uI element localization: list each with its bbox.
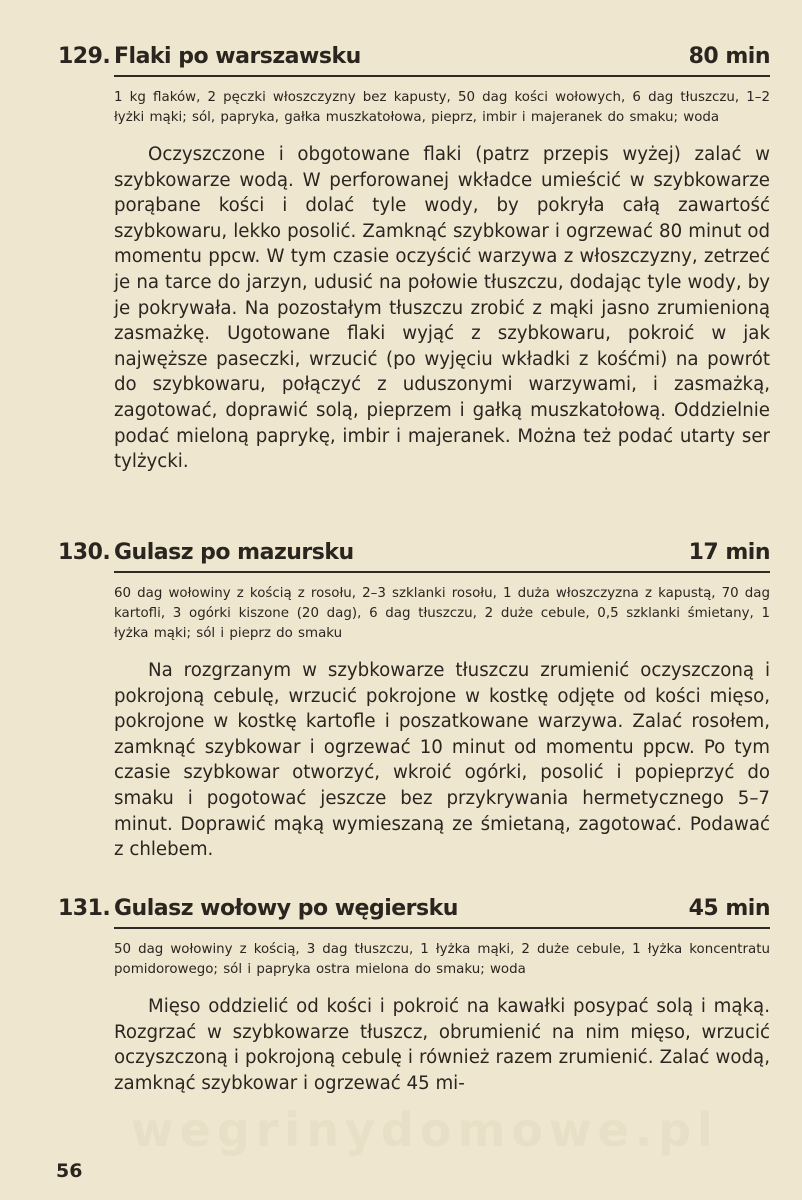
title-underline — [114, 75, 770, 77]
recipe-header — [58, 896, 770, 930]
recipe-instructions: Mięso oddzielić od kości i pokroić na kawałki posypać solą i mąką. Rozgrzać w szybkowarze tłuszcz, obrumienić na nim mięso, wrzucić oczyszczoną i pokrojoną cebulę i również razem zrumienić. Zalać wodą, zamknąć szybkowar i ogrzewać 45 mi- — [114, 996, 770, 1094]
recipe-instructions: Na rozgrzanym w szybkowarze tłuszczu zrumienić oczyszczoną i pokrojoną cebulę, wrzucić pokrojone w kostkę odjęte od kości mięso, pokrojone w kostkę kartofle i poszatkowane warzywa. Zalać rosołem, zamknąć szybkowar i ogrzewać 10 minut od momentu ppcw. Po tym czasie szybkowar otworzyć, wkroić ogórki, posolić i popieprzyć do smaku i pogotować jeszcze bez przykrywania hermetycznego 5–7 minut. Doprawić mąką wymieszaną ze śmietaną, zagotować. Podawać z chlebem. — [114, 660, 770, 861]
cooking-time: 80 min — [688, 44, 770, 69]
ingredients-list: 50 dag wołowiny z kością, 3 dag tłuszczu, 1 łyżka mąki, 2 duże cebule, 1 łyżka koncentratu pomidorowego; sól i papryka ostra mielona do smaku; woda — [114, 942, 770, 977]
page-number: 56 — [56, 1160, 83, 1182]
cooking-time: 17 min — [688, 540, 770, 565]
recipe-131 — [58, 896, 770, 1096]
ingredients-list: 60 dag wołowiny z kością z rosołu, 2–3 szklanki rosołu, 1 duża włoszczyzna z kapustą, 70 dag kartofli, 3 ogórki kiszone (20 dag), 6 dag tłuszczu, 2 duże cebule, 0,5 szklanki śmietany, 1 łyżka mąki; sól i pieprz do smaku — [114, 586, 770, 641]
recipe-129 — [58, 44, 770, 475]
recipe-number: 131. — [58, 896, 111, 921]
recipe-title: Gulasz wołowy po węgiersku — [114, 896, 458, 921]
recipe-number: 129. — [58, 44, 111, 69]
recipe-130 — [58, 540, 770, 863]
cooking-time: 45 min — [688, 896, 770, 921]
recipe-header — [58, 44, 770, 78]
recipe-title: Gulasz po mazursku — [114, 540, 354, 565]
recipe-header — [58, 540, 770, 574]
recipe-instructions: Oczyszczone i obgotowane flaki (patrz przepis wyżej) zalać w szybkowarze wodą. W perforowanej wkładce umieścić w szybkowarze porąbane kości i dolać tyle wody, by pokryła całą zawartość szybkowaru, lekko posolić. Zamknąć szybkowar i ogrzewać 80 minut od momentu ppcw. W tym czasie oczyścić warzywa z włoszczyzny, zetrzeć je na tarce do jarzyn, udusić na połowie tłuszczu, dodając tyle wody, by je pokrywała. Na pozostałym tłuszczu zrobić z mąki jasno zrumienioną zasmażkę. Ugotowane flaki wyjąć z szybkowaru, pokroić w jak najwęższe paseczki, wrzucić (po wyjęciu wkładki z kośćmi) na powrót do szybkowaru, połączyć z uduszonymi warzywami, i zasmażką, zagotować, doprawić solą, pieprzem i gałką muszkatołową. Oddzielnie podać mieloną paprykę, imbir i majeranek. Można też podać utarty ser tylżycki. — [114, 144, 770, 473]
recipe-title: Flaki po warszawsku — [114, 44, 361, 69]
title-underline — [114, 571, 770, 573]
title-underline — [114, 927, 770, 929]
recipe-number: 130. — [58, 540, 111, 565]
ingredients-list: 1 kg flaków, 2 pęczki włoszczyzny bez kapusty, 50 dag kości wołowych, 6 dag tłuszczu, 1–2 łyżki mąki; sól, papryka, gałka muszkatołowa, pieprz, imbir i majeranek do smaku; woda — [114, 90, 770, 125]
watermark: wegrinydomowe.pl — [131, 1103, 719, 1157]
